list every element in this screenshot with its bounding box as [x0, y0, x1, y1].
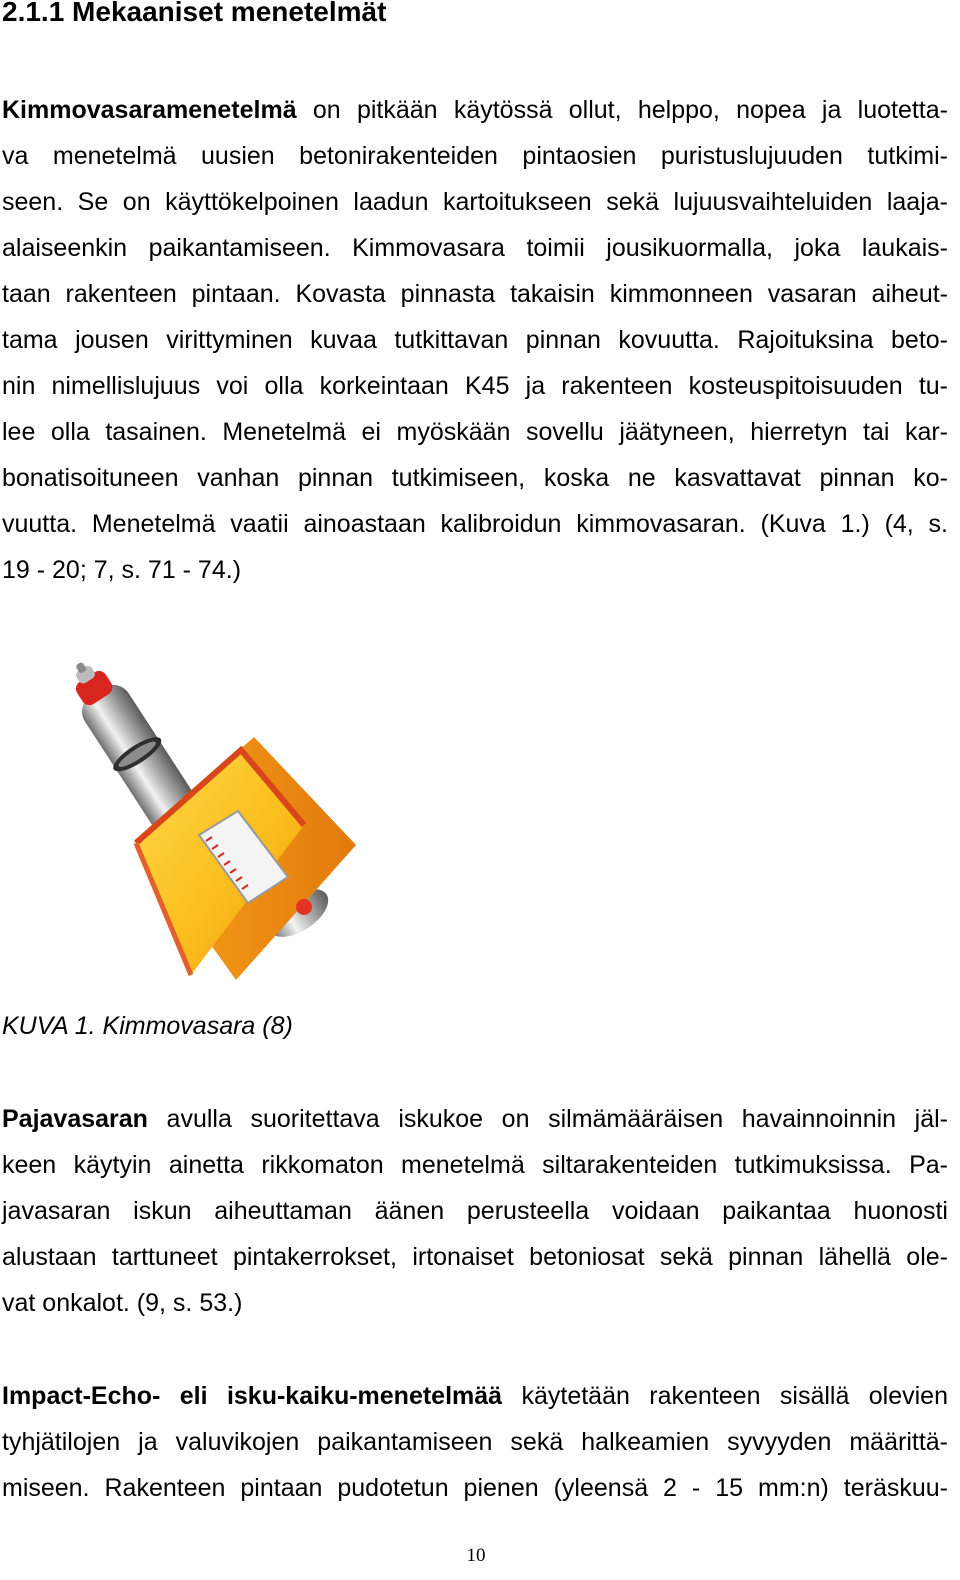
paragraph-line: alustaan tarttuneet pintakerrokset, irtonaiset betoniosat sekä pinnan lähellä ole-: [2, 1243, 948, 1271]
page-number: 10: [466, 1545, 486, 1566]
rebound-hammer-image: [36, 645, 376, 990]
paragraph-line: vat onkalot. (9, s. 53.): [2, 1289, 243, 1317]
paragraph-line: tama jousen virittyminen kuvaa tutkittavan pinnan kovuutta. Rajoituksina beto-: [2, 326, 948, 354]
term-bold: Kimmovasaramenetelmä: [2, 96, 297, 124]
paragraph-line: taan rakenteen pintaan. Kovasta pinnasta takaisin kimmonneen vasaran aiheut-: [2, 280, 948, 308]
paragraph-line: miseen. Rakenteen pintaan pudotetun pienen (yleensä 2 - 15 mm:n) teräskuu-: [2, 1474, 948, 1502]
term-bold: Pajavasaran: [2, 1105, 148, 1133]
paragraph-line: [2, 1378, 948, 1414]
paragraph-line: bonatisoituneen vanhan pinnan tutkimiseen, koska ne kasvattavat pinnan ko-: [2, 464, 948, 492]
figure-caption: KUVA 1. Kimmovasara (8): [2, 1012, 293, 1040]
paragraph-line: lee olla tasainen. Menetelmä ei myöskään sovellu jäätyneen, hierretyn tai kar-: [2, 418, 948, 446]
line-text: avulla suoritettava iskukoe on silmämääräisen havainnoinnin jäl-: [147, 1105, 948, 1133]
paragraph-line: 19 - 20; 7, s. 71 - 74.): [2, 556, 242, 584]
paragraph-line: [2, 92, 948, 128]
paragraph-line: nin nimellislujuus voi olla korkeintaan K45 ja rakenteen kosteuspitoisuuden tu-: [2, 372, 948, 400]
rebound-hammer-illustration: [36, 645, 376, 990]
paragraph-line: keen käytyin ainetta rikkomaton menetelmä siltarakenteiden tutkimuksissa. Pa-: [2, 1151, 948, 1179]
paragraph-line: va menetelmä uusien betonirakenteiden pintaosien puristuslujuuden tutkimi-: [2, 142, 948, 170]
section-heading: 2.1.1 Mekaaniset menetelmät: [2, 0, 387, 27]
paragraph-line: [2, 1101, 948, 1137]
line-text: käytetään rakenteen sisällä olevien: [502, 1382, 948, 1410]
term-bold: Impact-Echo- eli isku-kaiku-menetelmää: [2, 1382, 503, 1410]
paragraph-line: tyhjätilojen ja valuvikojen paikantamiseen sekä halkeamien syvyyden määrittä-: [2, 1428, 948, 1456]
paragraph-line: alaiseenkin paikantamiseen. Kimmovasara toimii jousikuormalla, joka laukais-: [2, 234, 948, 262]
paragraph-line: vuutta. Menetelmä vaatii ainoastaan kalibroidun kimmovasaran. (Kuva 1.) (4, s.: [2, 510, 948, 538]
paragraph-line: seen. Se on käyttökelpoinen laadun kartoitukseen sekä lujuusvaihteluiden laaja-: [2, 188, 948, 216]
line-text: on pitkään käytössä ollut, helppo, nopea ja luotetta-: [296, 96, 948, 124]
paragraph-line: javasaran iskun aiheuttaman äänen perusteella voidaan paikantaa huonosti: [2, 1197, 948, 1225]
